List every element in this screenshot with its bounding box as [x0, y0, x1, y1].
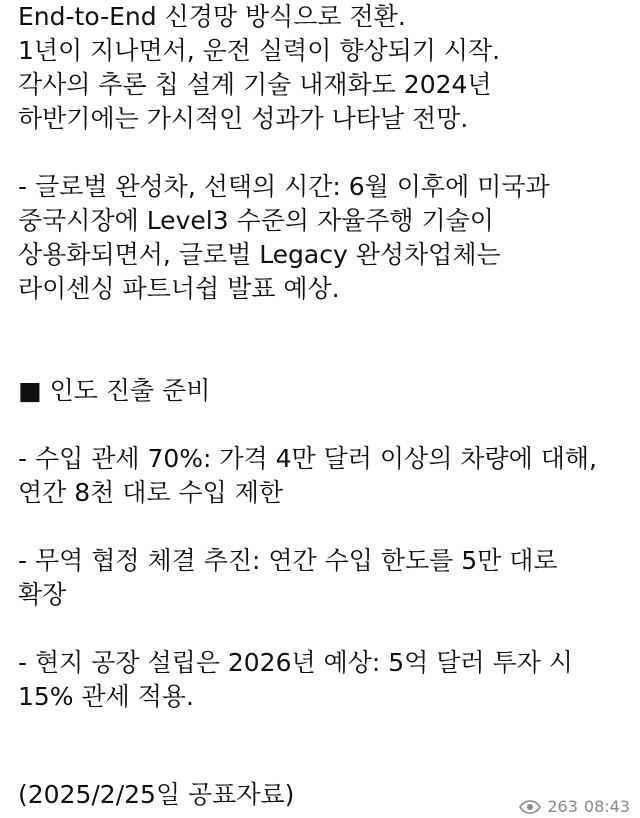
bullet-line: 확장: [18, 580, 67, 609]
message-line: End-to-End 신경망 방식으로 전환.: [18, 2, 406, 31]
message-line: - 글로벌 완성차, 선택의 시간: 6월 이후에 미국과: [18, 172, 550, 201]
message-body: [18, 0, 634, 714]
bullet-line: 15% 관세 적용.: [18, 682, 195, 711]
view-count: 263: [547, 796, 578, 816]
message-line: 상용화되면서, 글로벌 Legacy 완성차업체는: [18, 240, 501, 269]
section-heading: ■ 인도 진출 준비: [18, 376, 211, 405]
source-note: (2025/2/25일 공표자료): [18, 780, 295, 809]
message-time: 08:43: [583, 796, 630, 816]
message-line: 하반기에는 가시적인 성과가 나타날 전망.: [18, 104, 469, 133]
message-line: 중국시장에 Level3 수준의 자율주행 기술이: [18, 206, 494, 235]
message-meta: [519, 795, 630, 817]
message-line: 각사의 추론 칩 설계 기술 내재화도 2024년: [18, 70, 492, 99]
bullet-line: - 무역 협정 체결 추진: 연간 수입 한도를 5만 대로: [18, 546, 558, 575]
bullet-line: - 수입 관세 70%: 가격 4만 달러 이상의 차량에 대해,: [18, 444, 597, 473]
bullet-line: - 현지 공장 설립은 2026년 예상: 5억 달러 투자 시: [18, 648, 573, 677]
bullet-line: 연간 8천 대로 수입 제한: [18, 478, 284, 507]
eye-icon: [519, 799, 541, 813]
message-line: 라이센싱 파트너쉽 발표 예상.: [18, 274, 340, 303]
message-line: 1년이 지나면서, 운전 실력이 향상되기 시작.: [18, 36, 501, 65]
